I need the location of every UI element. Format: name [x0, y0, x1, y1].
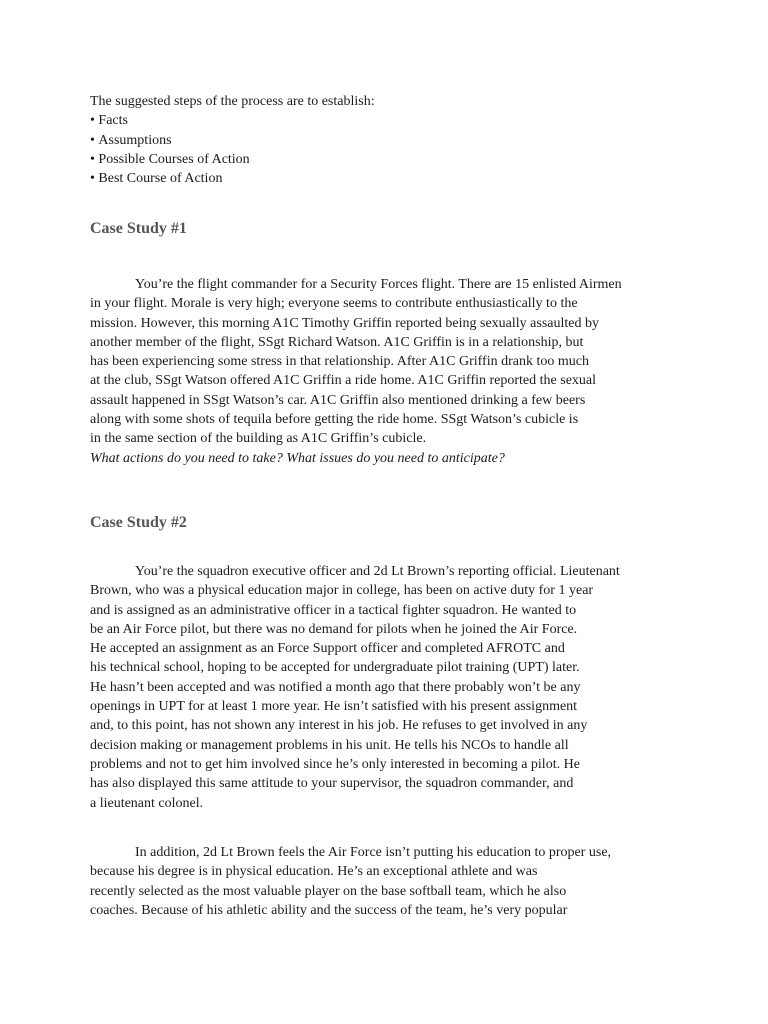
text-line: at the club, SSgt Watson offered A1C Griffin a ride home. A1C Griffin reported the sexual [90, 373, 597, 389]
text-line: another member of the flight, SSgt Richard Watson. A1C Griffin is in a relationship, but [90, 334, 584, 350]
bullet-item: • Facts [90, 111, 670, 130]
case-study-2-paragraph-1 [90, 562, 670, 813]
text-line: You’re the squadron executive officer and 2d Lt Brown’s reporting official. Lieutenant [135, 564, 620, 579]
text-line: He accepted an assignment as an Force Support officer and completed AFROTC and [90, 641, 565, 657]
text-line: Brown, who was a physical education major in college, has been on active duty for 1 year [90, 583, 594, 599]
text-line: He hasn’t been accepted and was notified a month ago that there probably won’t be any [90, 679, 581, 695]
text-line: in your flight. Morale is very high; everyone seems to contribute enthusiastically to the [90, 296, 578, 312]
text-line: in the same section of the building as A1C Griffin’s cubicle. [90, 431, 427, 447]
text-line: be an Air Force pilot, but there was no demand for pilots when he joined the Air Force. [90, 621, 578, 637]
case-study-1-body [90, 275, 670, 468]
text-line: along with some shots of tequila before getting the ride home. SSgt Watson’s cubicle is [90, 412, 579, 428]
text-line: because his degree is in physical education. He’s an exceptional athlete and was [90, 864, 538, 880]
text-line: recently selected as the most valuable player on the base softball team, which he also [90, 883, 567, 899]
text-line: assault happened in SSgt Watson’s car. A1C Griffin also mentioned drinking a few beers [90, 392, 586, 408]
text-line: a lieutenant colonel. [90, 795, 204, 811]
bullet-item: • Possible Courses of Action [90, 150, 670, 169]
text-line: openings in UPT for at least 1 more year. He isn’t satisfied with his present assignment [90, 699, 578, 715]
text-line: and, to this point, has not shown any interest in his job. He refuses to get involved in any [90, 718, 588, 734]
text-line: his technical school, hoping to be accepted for undergraduate pilot training (UPT) later. [90, 660, 580, 676]
text-line: has also displayed this same attitude to your supervisor, the squadron commander, and [90, 776, 574, 792]
text-line: coaches. Because of his athletic ability and the success of the team, he’s very popular [90, 902, 568, 918]
case-study-2-heading: Case Study #2 [90, 514, 187, 531]
text-line: and is assigned as an administrative officer in a tactical fighter squadron. He wanted to [90, 602, 577, 618]
bullet-item: • Assumptions [90, 131, 670, 150]
bullet-item: • Best Course of Action [90, 169, 670, 188]
case-study-1-question: What actions do you need to take? What issues do you need to anticipate? [90, 450, 505, 466]
intro-lead: The suggested steps of the process are to establish: [90, 94, 375, 109]
text-line: decision making or management problems in his unit. He tells his NCOs to handle all [90, 737, 569, 753]
text-line: In addition, 2d Lt Brown feels the Air Force isn’t putting his education to proper use, [135, 845, 612, 860]
text-line: mission. However, this morning A1C Timothy Griffin reported being sexually assaulted by [90, 315, 599, 331]
text-line: has been experiencing some stress in that relationship. After A1C Griffin drank too much [90, 354, 589, 370]
case-study-2-paragraph-2 [90, 843, 670, 920]
text-line: You’re the flight commander for a Security Forces flight. There are 15 enlisted Airmen [135, 277, 622, 292]
case-study-1-heading: Case Study #1 [90, 220, 187, 237]
intro-section [90, 92, 670, 188]
text-line: problems and not to get him involved since he’s only interested in becoming a pilot. He [90, 756, 580, 772]
